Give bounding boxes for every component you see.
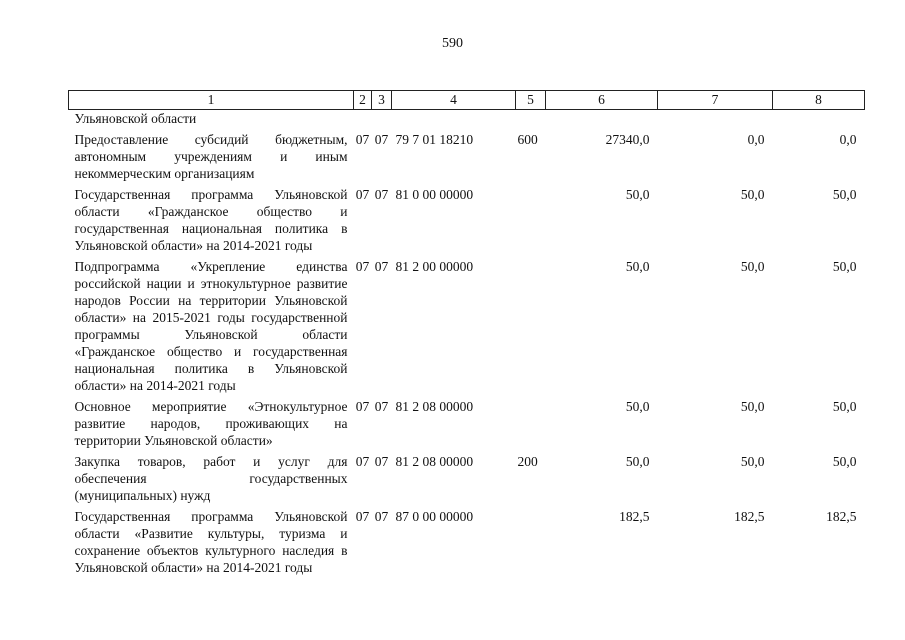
row-amount-col6: 50,0 <box>625 454 650 469</box>
table-row <box>69 182 865 254</box>
header-col-7: 7 <box>658 91 773 110</box>
budget-table <box>68 90 865 576</box>
row-target-article-code <box>392 110 516 128</box>
row-name: Ульяновской области <box>74 111 197 126</box>
row-name: Предоставление субсидий бюджетным, автономным учреждениям и иным некоммерческим организациям <box>74 132 348 181</box>
row-amount-col6: 50,0 <box>625 259 650 274</box>
row-expense-type-code: 600 <box>517 132 538 147</box>
row-section-code: 07 <box>355 509 370 524</box>
row-amount-col6: 50,0 <box>625 187 650 202</box>
table-row <box>69 504 865 576</box>
row-amount-col7: 50,0 <box>740 399 765 414</box>
row-expense-type-code <box>516 394 546 449</box>
row-expense-type-code <box>516 182 546 254</box>
row-amount-col8: 50,0 <box>832 259 857 274</box>
row-section-code: 07 <box>355 259 370 274</box>
row-target-article-code: 81 2 08 00000 <box>395 454 474 469</box>
row-target-article-code: 79 7 01 18210 <box>395 132 474 147</box>
header-col-1: 1 <box>69 91 354 110</box>
row-section-code: 07 <box>355 132 370 147</box>
row-section-code: 07 <box>355 454 370 469</box>
header-col-6: 6 <box>546 91 658 110</box>
row-amount-col7: 50,0 <box>740 454 765 469</box>
row-name: Подпрограмма «Укрепление единства российской нации и этнокультурное развитие народов России на территории Ульяновской области» на 2015-2021 годы государственной программы Ульяновской области «Гражданское общество и государственная национальная политика в Ульяновской области» на 2014-2021 годы <box>74 259 348 393</box>
row-amount-col7: 50,0 <box>740 259 765 274</box>
row-target-article-code: 81 0 00 00000 <box>395 187 474 202</box>
row-subsection-code: 07 <box>374 454 389 469</box>
row-target-article-code: 87 0 00 00000 <box>395 509 474 524</box>
row-amount-col7 <box>658 110 773 128</box>
page-number: 590 <box>442 36 463 51</box>
row-amount-col7: 182,5 <box>734 509 765 524</box>
row-expense-type-code <box>516 254 546 394</box>
row-section-code <box>354 110 372 128</box>
row-amount-col7: 0,0 <box>747 132 765 147</box>
row-section-code: 07 <box>355 399 370 414</box>
row-expense-type-code: 200 <box>517 454 538 469</box>
row-amount-col6: 27340,0 <box>605 132 650 147</box>
row-amount-col8 <box>773 110 865 128</box>
row-name: Государственная программа Ульяновской области «Развитие культуры, туризма и сохранение объектов культурного наследия в Ульяновской области» на 2014-2021 годы <box>74 509 348 575</box>
row-subsection-code <box>372 110 392 128</box>
row-name: Основное мероприятие «Этнокультурное развитие народов, проживающих на территории Ульяновской области» <box>74 399 348 448</box>
header-col-3: 3 <box>372 91 392 110</box>
row-subsection-code: 07 <box>374 187 389 202</box>
table-row <box>69 394 865 449</box>
row-target-article-code: 81 2 00 00000 <box>395 259 474 274</box>
row-name: Закупка товаров, работ и услуг для обеспечения государственных (муниципальных) нужд <box>74 454 348 503</box>
row-amount-col6: 182,5 <box>619 509 650 524</box>
row-amount-col8: 182,5 <box>826 509 857 524</box>
row-subsection-code: 07 <box>374 259 389 274</box>
header-col-5: 5 <box>516 91 546 110</box>
row-amount-col8: 0,0 <box>839 132 857 147</box>
row-target-article-code: 81 2 08 00000 <box>395 399 474 414</box>
row-subsection-code: 07 <box>374 399 389 414</box>
row-amount-col8: 50,0 <box>832 454 857 469</box>
row-amount-col6: 50,0 <box>625 399 650 414</box>
table-row <box>69 449 865 504</box>
table-body <box>69 110 865 577</box>
header-col-8: 8 <box>773 91 865 110</box>
header-row <box>69 91 865 110</box>
row-name: Государственная программа Ульяновской области «Гражданское общество и государственная национальная политика в Ульяновской области» на 2014-2021 годы <box>74 187 348 253</box>
row-subsection-code: 07 <box>374 132 389 147</box>
row-subsection-code: 07 <box>374 509 389 524</box>
table-row <box>69 254 865 394</box>
row-expense-type-code <box>516 504 546 576</box>
table-row <box>69 127 865 182</box>
table-row <box>69 110 865 128</box>
row-amount-col6 <box>546 110 658 128</box>
row-expense-type-code <box>516 110 546 128</box>
header-col-2: 2 <box>354 91 372 110</box>
row-section-code: 07 <box>355 187 370 202</box>
row-amount-col8: 50,0 <box>832 187 857 202</box>
row-amount-col8: 50,0 <box>832 399 857 414</box>
header-col-4: 4 <box>392 91 516 110</box>
row-amount-col7: 50,0 <box>740 187 765 202</box>
